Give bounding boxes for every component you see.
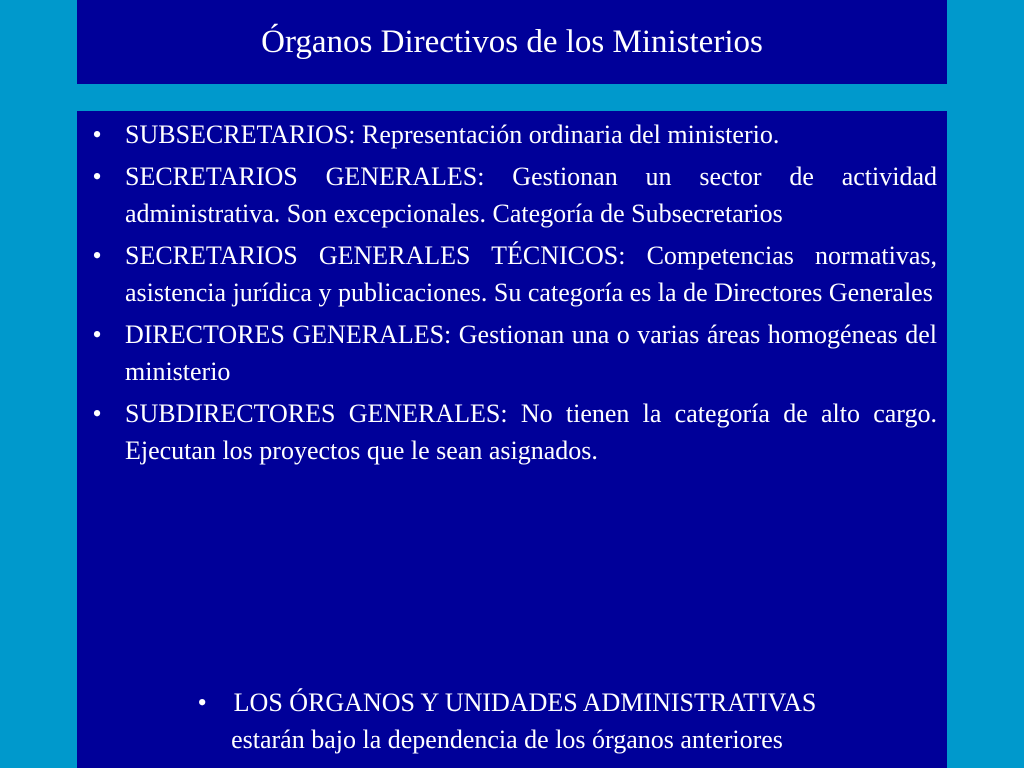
list-item xyxy=(77,237,947,311)
final-note-line1: LOS ÓRGANOS Y UNIDADES ADMINISTRATIVAS xyxy=(233,688,817,717)
list-item xyxy=(77,395,947,469)
list-item-text: SECRETARIOS GENERALES: Gestionan un sector de actividad administrativa. Son excepcionales. Categoría de Subsecretarios xyxy=(125,162,937,228)
list-item-text: SUBSECRETARIOS: Representación ordinaria del ministerio. xyxy=(125,120,780,149)
bullet-icon: • xyxy=(92,241,102,270)
bullet-icon: • xyxy=(92,399,102,428)
slide-title: Órganos Directivos de los Ministerios xyxy=(261,23,763,60)
slide-content-box xyxy=(77,111,947,768)
slide-title-box xyxy=(77,0,947,84)
bullet-list xyxy=(77,116,947,474)
final-note xyxy=(107,684,907,758)
list-item-text: DIRECTORES GENERALES: Gestionan una o varias áreas homogéneas del ministerio xyxy=(125,320,937,386)
final-note-line2: estarán bajo la dependencia de los órganos anteriores xyxy=(231,725,783,754)
list-item xyxy=(77,116,947,153)
bullet-icon: • xyxy=(92,120,102,149)
final-note-line1-row xyxy=(107,684,907,721)
bullet-icon: • xyxy=(197,688,207,717)
list-item xyxy=(77,158,947,232)
list-item-text: SECRETARIOS GENERALES TÉCNICOS: Competencias normativas, asistencia jurídica y publicaciones. Su categoría es la de Directores Generales xyxy=(125,241,937,307)
list-item-text: SUBDIRECTORES GENERALES: No tienen la categoría de alto cargo. Ejecutan los proyectos que le sean asignados. xyxy=(125,399,937,465)
list-item xyxy=(77,316,947,390)
bullet-icon: • xyxy=(92,162,102,191)
bullet-icon: • xyxy=(92,320,102,349)
